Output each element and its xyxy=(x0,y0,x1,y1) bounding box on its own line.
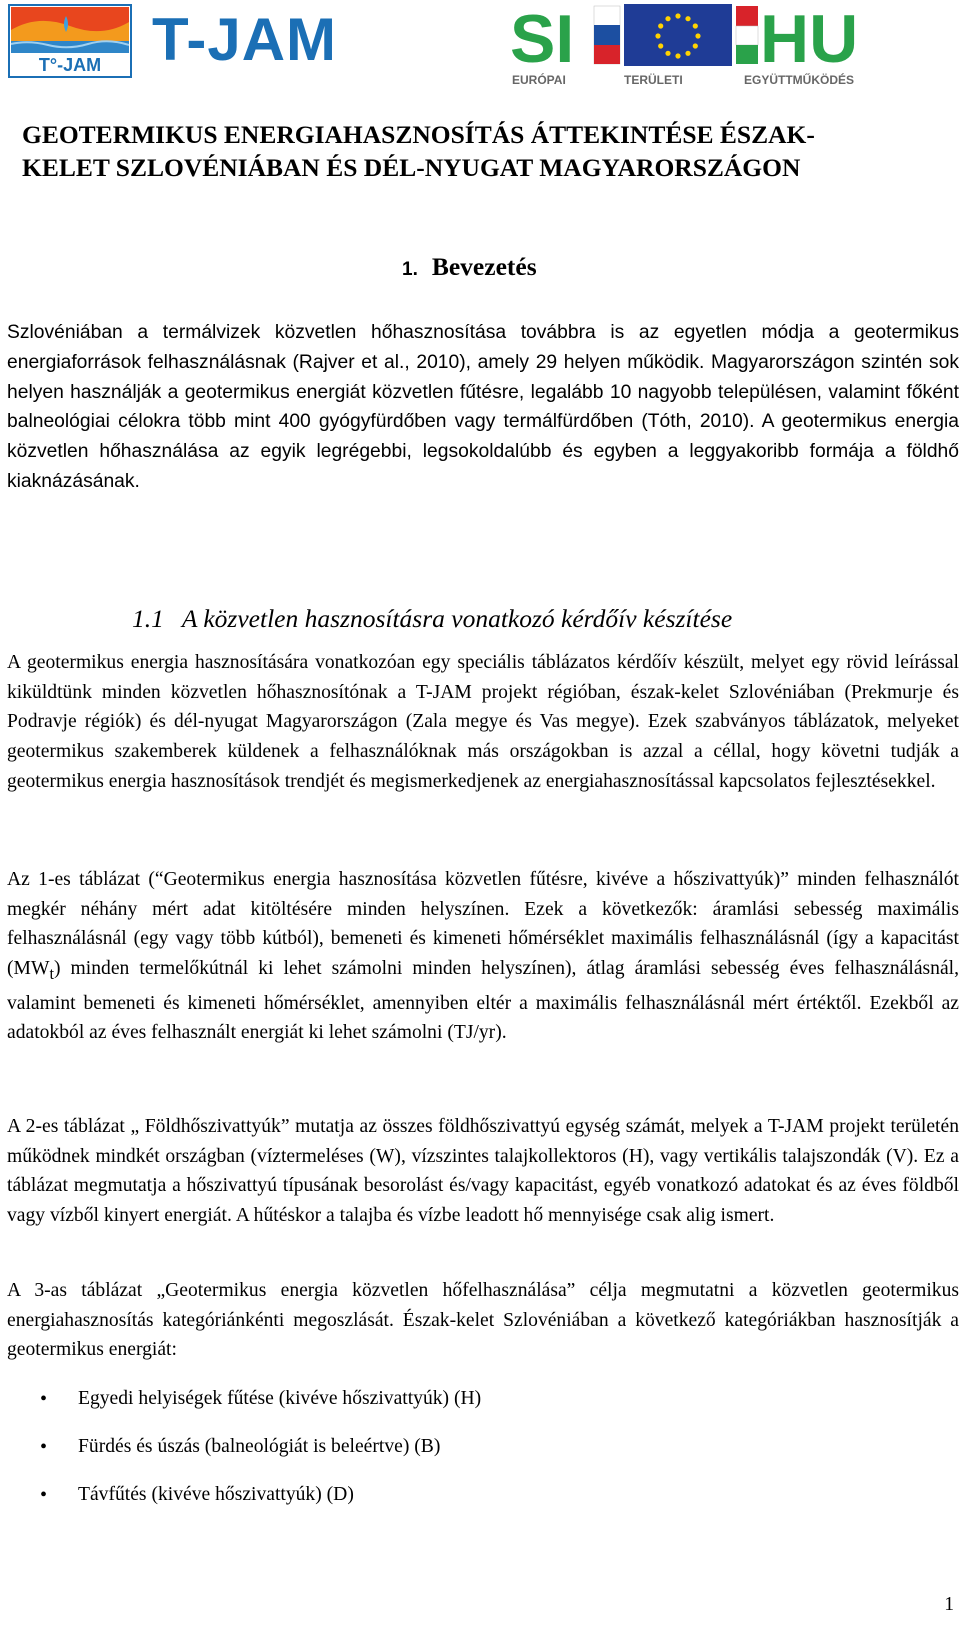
slovenia-flag-blue xyxy=(594,25,620,45)
paragraph-table-3: A 3-as táblázat „Geotermikus energia közvetlen hőfelhasználása” célja megmutatni a közvetlen geotermikus energiahasznosítás kategóriánkénti megoszlását. Észak-kelet Szlovéniában a következő kategóriákban hasznosítják a geotermikus energiát: xyxy=(7,1280,959,1361)
slovenia-flag-red xyxy=(594,45,620,64)
hungary-flag-white xyxy=(736,26,758,45)
list-item xyxy=(40,1480,940,1528)
section-number: 1. xyxy=(402,259,418,280)
subsection-title: A közvetlen hasznosításra vonatkozó kérdőív készítése xyxy=(181,604,733,633)
title-line-2: KELET SZLOVÉNIÁBAN ÉS DÉL-NYUGAT MAGYARORSZÁGON xyxy=(22,153,801,182)
list-item xyxy=(40,1384,940,1432)
paragraph-questionnaire: A geotermikus energia hasznosítására vonatkozóan egy speciális táblázatos kérdőív készült, melyet egy rövid leírással kiküldtünk minden közvetlen hőhasznosítónak a T-JAM projekt régióban, észak-kelet Szlovéniában (Prekmurje és Podravje régiók) és dél-nyugat Magyarországon (Zala megye és Vas megye). Ezek szabványos táblázatok, melyeket geotermikus szakemberek küldenek a felhasználóknak más országokban is azzal a céllal, hogy követni tudják a geotermikus energia hasznosítások trendjét és megismerkedjenek az energiahasznosítással kapcsolatos fejlesztésekkel. xyxy=(7,652,959,792)
document-title xyxy=(22,118,942,184)
tjam-logo xyxy=(8,4,132,78)
tjam-wordmark: T-JAM xyxy=(152,6,337,73)
paragraph-table-2: A 2-es táblázat „ Földhőszivattyúk” mutatja az összes földhőszivattyú egység számát, melyek a T-JAM projekt területén működnek mindkét országban (víztermeléses (W), vízszintes talajkollektoros (H), vagy vertikális talajszondák (V). Ez a táblázat megmutatja a hőszivattyú típusának besorolást és/vagy kapacitást, egyéb vonatkozó adatokat és az éves földből vagy vízből kinyert energiát. A hűtéskor a talajba és vízbe leadott hő mennyisége csak alig ismert. xyxy=(7,1116,959,1227)
intro-paragraph: Szlovéniában a termálvizek közvetlen hőhasznosítása továbbra is az egyetlen módja a geotermikus energiaforrások felhasználásnak (Rajver et al., 2010), amely 29 helyen működik. Magyarországon szintén sok helyen használják a geotermikus energiát közvetlen fűtésre, legalább 10 nagyobb településen, valamint főként balneológiai célokra több mint 400 gyógyfürdőben vagy termálfürdőben (Tóth, 2010). A geotermikus energia közvetlen hőhasználása az egyik legrégebbi, legsokoldalúbb és egyben a leggyakoribb formája a földhő kiaknázásának. xyxy=(7,322,959,492)
title-line-1: GEOTERMIKUS ENERGIAHASZNOSÍTÁS ÁTTEKINTÉSE ÉSZAK- xyxy=(22,120,815,149)
list-item xyxy=(40,1432,940,1480)
list-item-text: Távfűtés (kivéve hőszivattyúk) (D) xyxy=(78,1484,354,1505)
list-item-text: Egyedi helyiségek fűtése (kivéve hőszivattyúk) (H) xyxy=(78,1388,482,1409)
subsection-number: 1.1 xyxy=(132,604,164,633)
page-header xyxy=(0,0,960,95)
mw-subscript: t xyxy=(49,964,54,984)
section-title: Bevezetés xyxy=(431,252,537,281)
bullet-icon: • xyxy=(40,1436,48,1458)
sihu-tagline-2: TERÜLETI xyxy=(624,73,683,87)
tjam-logo-text: T°-JAM xyxy=(38,55,102,75)
bullet-icon: • xyxy=(40,1484,48,1506)
sihu-tagline-1: EURÓPAI xyxy=(512,73,566,87)
sihu-logo xyxy=(508,0,892,90)
section-heading xyxy=(402,252,537,285)
category-list xyxy=(40,1384,940,1528)
sihu-hu-text: HU xyxy=(760,1,859,77)
hungary-flag-red xyxy=(736,6,758,26)
table-1-text-after: ) minden termelőkútnál ki lehet számolni minden helyszínen), átlag áramlási sebesség éves felhasználásnál, valamint bemeneti és kimeneti hőmérséklet, amennyiben eltér a maximális felhasználásnál mért értéktől. Ezekből az adatokból az éves felhasznált energiát ki lehet számolni (TJ/yr). xyxy=(7,958,959,1044)
hungary-flag-green xyxy=(736,45,758,64)
list-item-text: Fürdés és úszás (balneológiát is beleértve) (B) xyxy=(78,1436,441,1457)
page-number: 1 xyxy=(944,1594,954,1615)
table-1-text-before: Az 1-es táblázat (“Geotermikus energia hasznosítása közvetlen fűtésre, kivéve a hőszivattyúk)” minden felhasználót megkér néhány mért adat kitöltésére minden helyszínen. Ezek a következők: áramlási sebesség maximális felhasználásnál (egy vagy több kútból), bemeneti és kimeneti hőmérséklet maximális felhasználásnál (így a kapacitást (MW xyxy=(7,869,959,980)
subsection-heading xyxy=(132,604,732,634)
bullet-icon: • xyxy=(40,1388,48,1410)
sihu-si-text: SI xyxy=(510,1,575,77)
paragraph-table-1 xyxy=(7,865,959,1048)
sihu-tagline-3: EGYÜTTMŰKÖDÉS xyxy=(744,73,855,87)
